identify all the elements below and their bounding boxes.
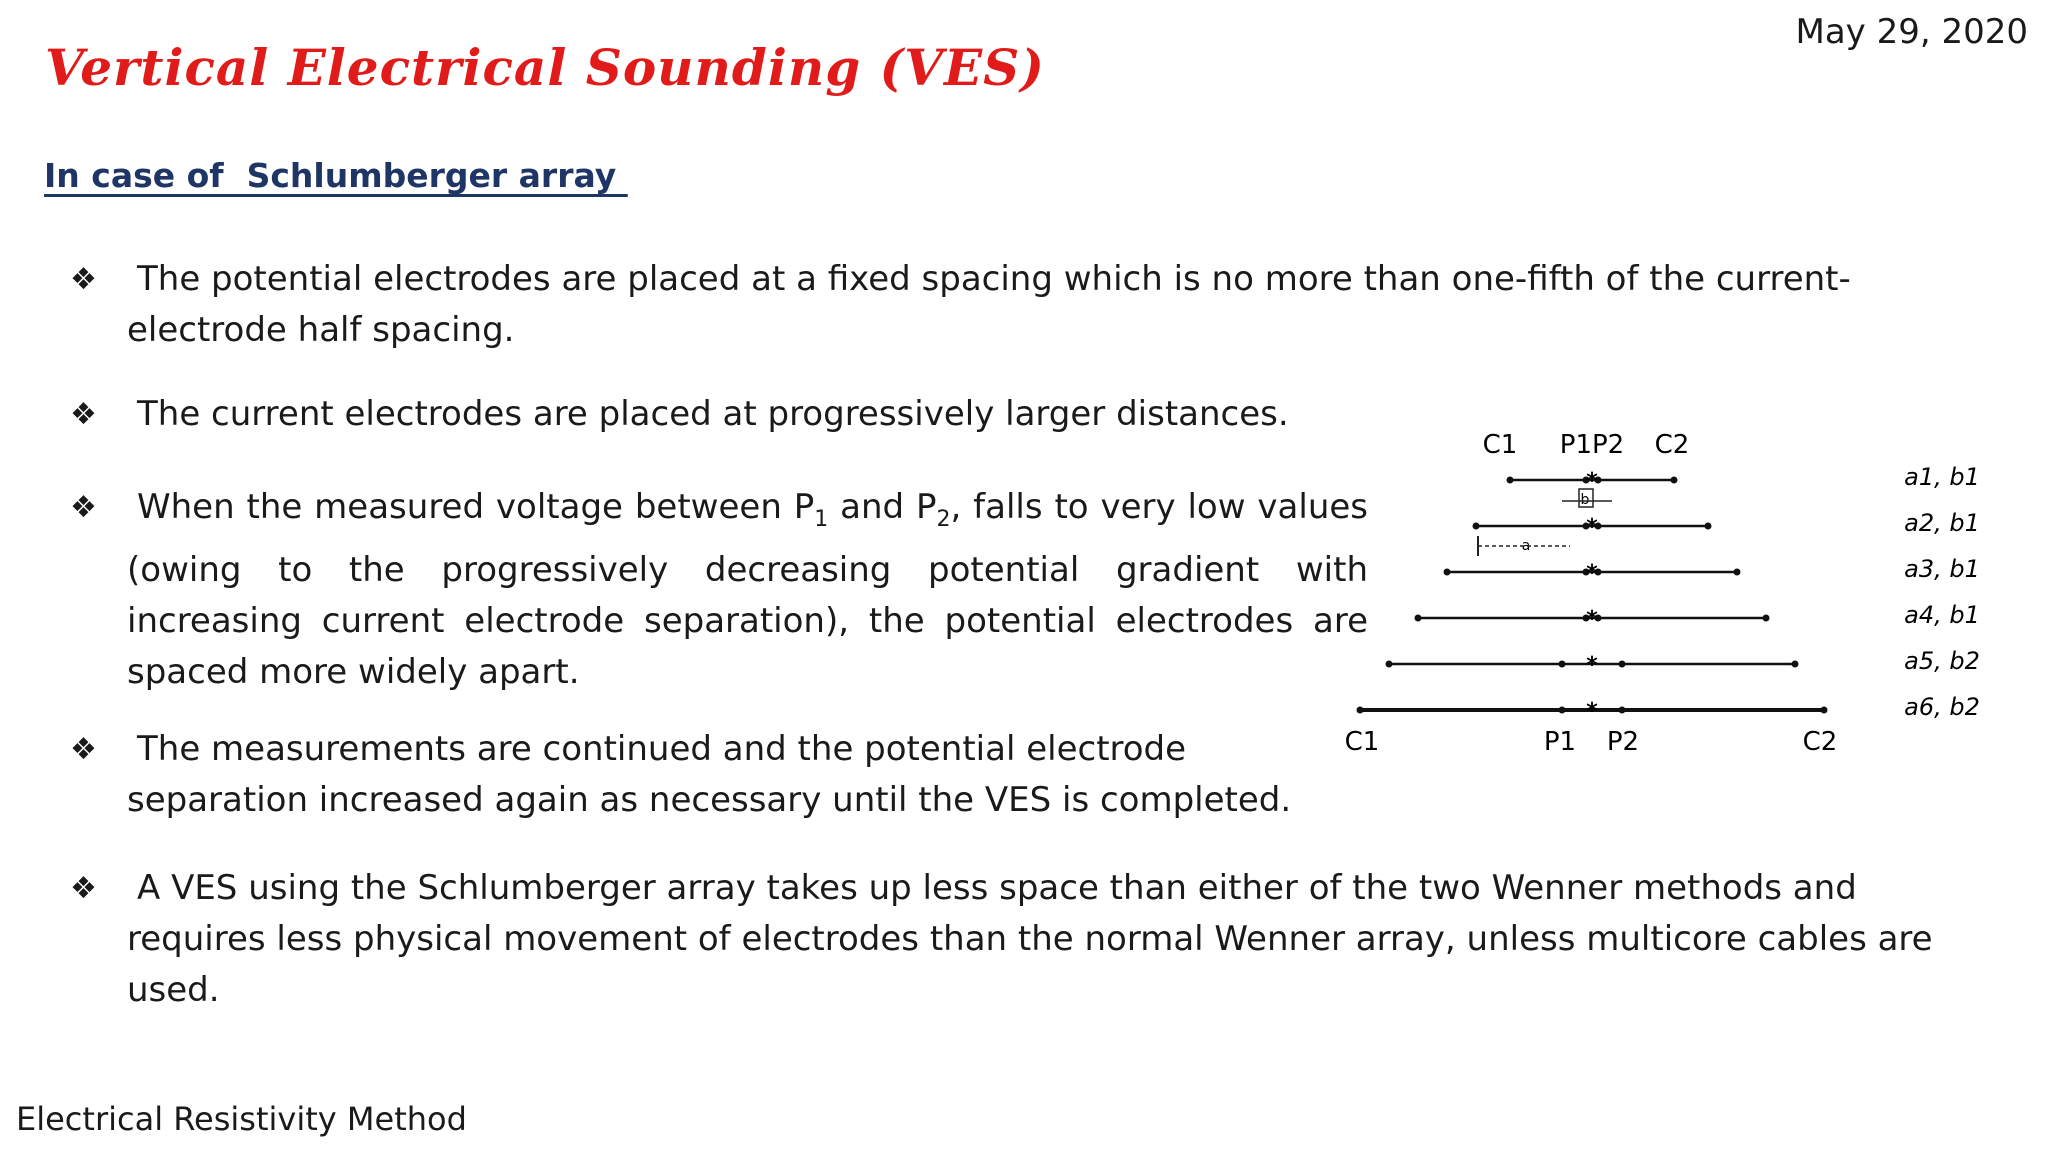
page-title: Vertical Electrical Sounding (VES) [45,38,1045,97]
current-electrode-2 [1705,523,1712,530]
current-electrode-5 [1792,661,1799,668]
potential-electrode-5 [1559,661,1566,668]
top-label-c1: C1 [1482,430,1518,460]
bullet-text: The current electrodes are placed at progressively larger distances. [137,394,1289,434]
spacing-label-a: a [1521,538,1531,554]
bottom-label-c1: C1 [1344,727,1380,757]
current-electrode-5 [1386,661,1393,668]
bullet-1 [70,254,1900,356]
current-electrode-6 [1357,707,1364,714]
current-electrode-1 [1671,477,1678,484]
potential-electrode-6 [1619,707,1626,714]
bullet-3 [70,482,1368,698]
footer-text: Electrical Resistivity Method [16,1100,467,1138]
current-electrode-4 [1415,615,1422,622]
center-marker-2: * [1586,515,1598,540]
bullet-icon: ❖ [70,732,97,767]
center-marker-6: * [1586,699,1598,724]
center-marker-1: * [1586,469,1598,494]
current-electrode-6 [1821,707,1828,714]
current-electrode-3 [1444,569,1451,576]
row-label-3: a3, b1 [1904,555,1980,583]
schlumberger-array-diagram [1330,420,1990,760]
bullet-text: The potential electrodes are placed at a fixed spacing which is no more than one-fifth of the current-electrode half spacing. [127,259,1851,350]
row-label-2: a2, b1 [1904,509,1980,537]
bottom-label-c2: C2 [1802,727,1838,757]
row-label-5: a5, b2 [1904,647,1980,675]
bottom-label-p2: P2 [1606,727,1640,757]
bullet-4 [70,724,1330,826]
bullet-icon: ❖ [70,397,97,432]
row-label-1: a1, b1 [1904,463,1980,491]
current-electrode-1 [1507,477,1514,484]
center-marker-5: * [1586,653,1598,678]
row-label-6: a6, b2 [1904,693,1980,721]
bullet-icon: ❖ [70,490,97,525]
potential-electrode-6 [1559,707,1566,714]
current-electrode-4 [1763,615,1770,622]
date: May 29, 2020 [1795,12,2028,52]
bullet-text: A VES using the Schlumberger array takes up less space than either of the two Wenner methods and requires less physical movement of electrodes than the normal Wenner array, unless multicore cables are used. [127,868,1933,1010]
bullet-icon: ❖ [70,262,97,297]
bullet-2 [70,389,1370,440]
bullet-icon: ❖ [70,871,97,906]
current-electrode-2 [1473,523,1480,530]
bullet-5 [70,863,1970,1016]
center-marker-3: * [1586,561,1598,586]
bullet-text: When the measured voltage between $P_1$ and $P_2$, falls to very low values (owing to the progressively decreasing potential gradient with increasing current electrode separation), the potential electrodes are spaced more widely apart. [127,487,1368,692]
current-electrode-3 [1734,569,1741,576]
bullet-text: The measurements are continued and the potential electrode separation increased again as necessary until the VES is completed. [127,729,1292,820]
bottom-label-p1: P1 [1543,727,1577,757]
section-subtitle: In case of Schlumberger array [44,156,628,195]
center-marker-4: * [1586,607,1598,632]
top-label-c2: C2 [1654,430,1690,460]
row-label-4: a4, b1 [1904,601,1980,629]
spacing-label-b: b [1580,492,1590,508]
top-label-p1p2: P1P2 [1559,430,1625,460]
potential-electrode-5 [1619,661,1626,668]
